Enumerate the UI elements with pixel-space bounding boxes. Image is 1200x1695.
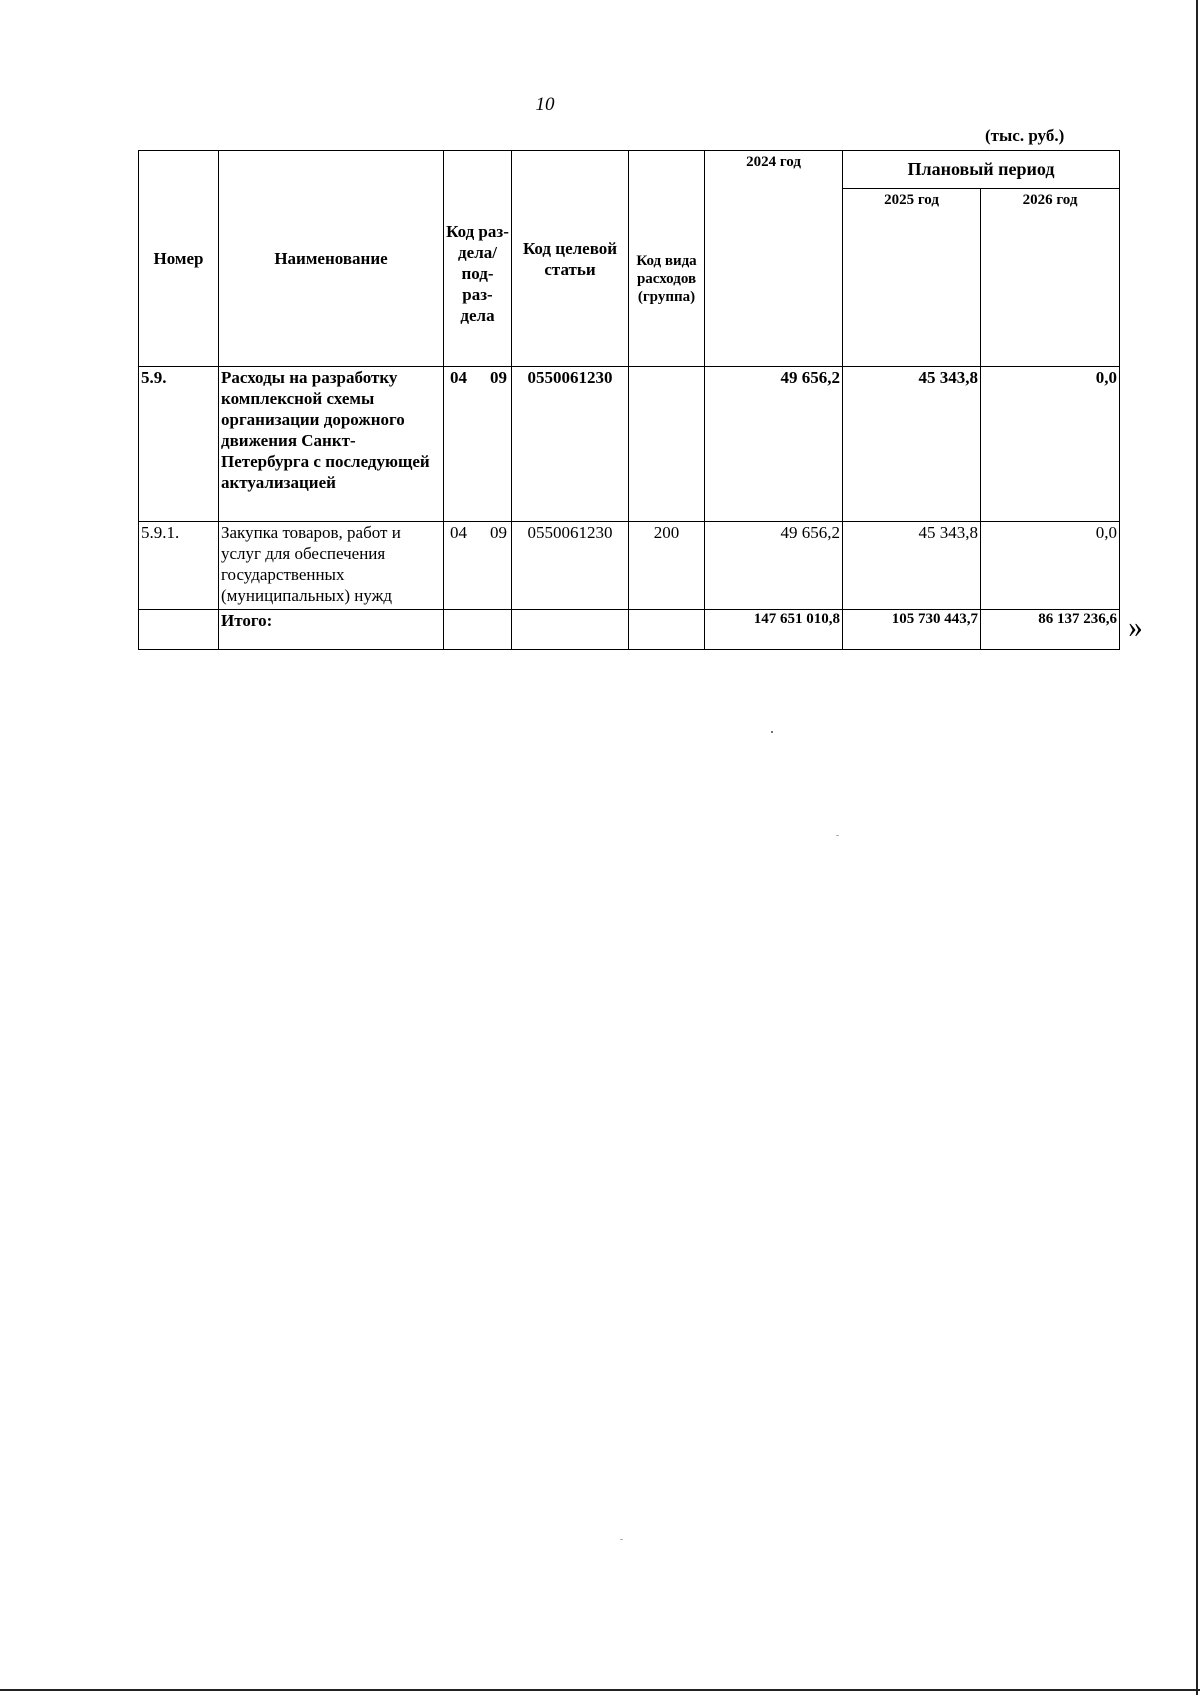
row-2024: 49 656,2 bbox=[705, 367, 843, 522]
total-2026: 86 137 236,6 bbox=[981, 610, 1120, 650]
continuation-mark-icon: » bbox=[1128, 608, 1132, 644]
row-2026: 0,0 bbox=[981, 522, 1120, 610]
header-year-2024: 2024 год bbox=[705, 151, 843, 367]
page-edge-bottom bbox=[0, 1689, 1200, 1691]
header-number: Номер bbox=[139, 151, 219, 367]
header-target-code: Код целевой статьи bbox=[512, 151, 629, 367]
row-target-code: 0550061230 bbox=[512, 367, 629, 522]
header-section-code: Код раз- дела/ под- раз- дела bbox=[444, 151, 512, 367]
scan-speck bbox=[836, 835, 839, 836]
header-planning-period: Плановый период bbox=[843, 151, 1120, 189]
row-number: 5.9. bbox=[139, 367, 219, 522]
page-edge-right bbox=[1196, 0, 1198, 1695]
total-target bbox=[512, 610, 629, 650]
row-2026: 0,0 bbox=[981, 367, 1120, 522]
row-name: Расходы на разработку комплексной схемы организации дорожного движения Санкт-Петербурга с последующей актуализацией bbox=[219, 367, 444, 522]
total-section bbox=[444, 610, 512, 650]
total-number bbox=[139, 610, 219, 650]
row-number: 5.9.1. bbox=[139, 522, 219, 610]
header-expense-type: Код вида расходов (группа) bbox=[629, 151, 705, 367]
row-target-code: 0550061230 bbox=[512, 522, 629, 610]
row-section-code bbox=[444, 367, 512, 522]
table-row bbox=[139, 522, 1120, 610]
page-number: 10 bbox=[535, 94, 555, 115]
section: 04 bbox=[450, 368, 467, 387]
row-2025: 45 343,8 bbox=[843, 367, 981, 522]
total-label: Итого: bbox=[219, 610, 444, 650]
table-row bbox=[139, 367, 1120, 522]
total-2025: 105 730 443,7 bbox=[843, 610, 981, 650]
section: 04 bbox=[450, 523, 467, 542]
scan-speck bbox=[620, 1539, 623, 1540]
header-year-2025: 2025 год bbox=[843, 189, 981, 367]
total-2024: 147 651 010,8 bbox=[705, 610, 843, 650]
subsection: 09 bbox=[490, 523, 507, 542]
header-name: Наименование bbox=[219, 151, 444, 367]
row-2025: 45 343,8 bbox=[843, 522, 981, 610]
row-expense-type bbox=[629, 367, 705, 522]
row-section-code bbox=[444, 522, 512, 610]
subsection: 09 bbox=[490, 368, 507, 387]
total-expense-type bbox=[629, 610, 705, 650]
row-name: Закупка товаров, работ и услуг для обеспечения государственных (муниципальных) нужд bbox=[219, 522, 444, 610]
row-expense-type: 200 bbox=[629, 522, 705, 610]
units-label: (тыс. руб.) bbox=[985, 126, 1065, 145]
total-row bbox=[139, 610, 1120, 650]
header-year-2026: 2026 год bbox=[981, 189, 1120, 367]
scan-speck bbox=[771, 731, 773, 733]
budget-table bbox=[138, 150, 1120, 650]
row-2024: 49 656,2 bbox=[705, 522, 843, 610]
